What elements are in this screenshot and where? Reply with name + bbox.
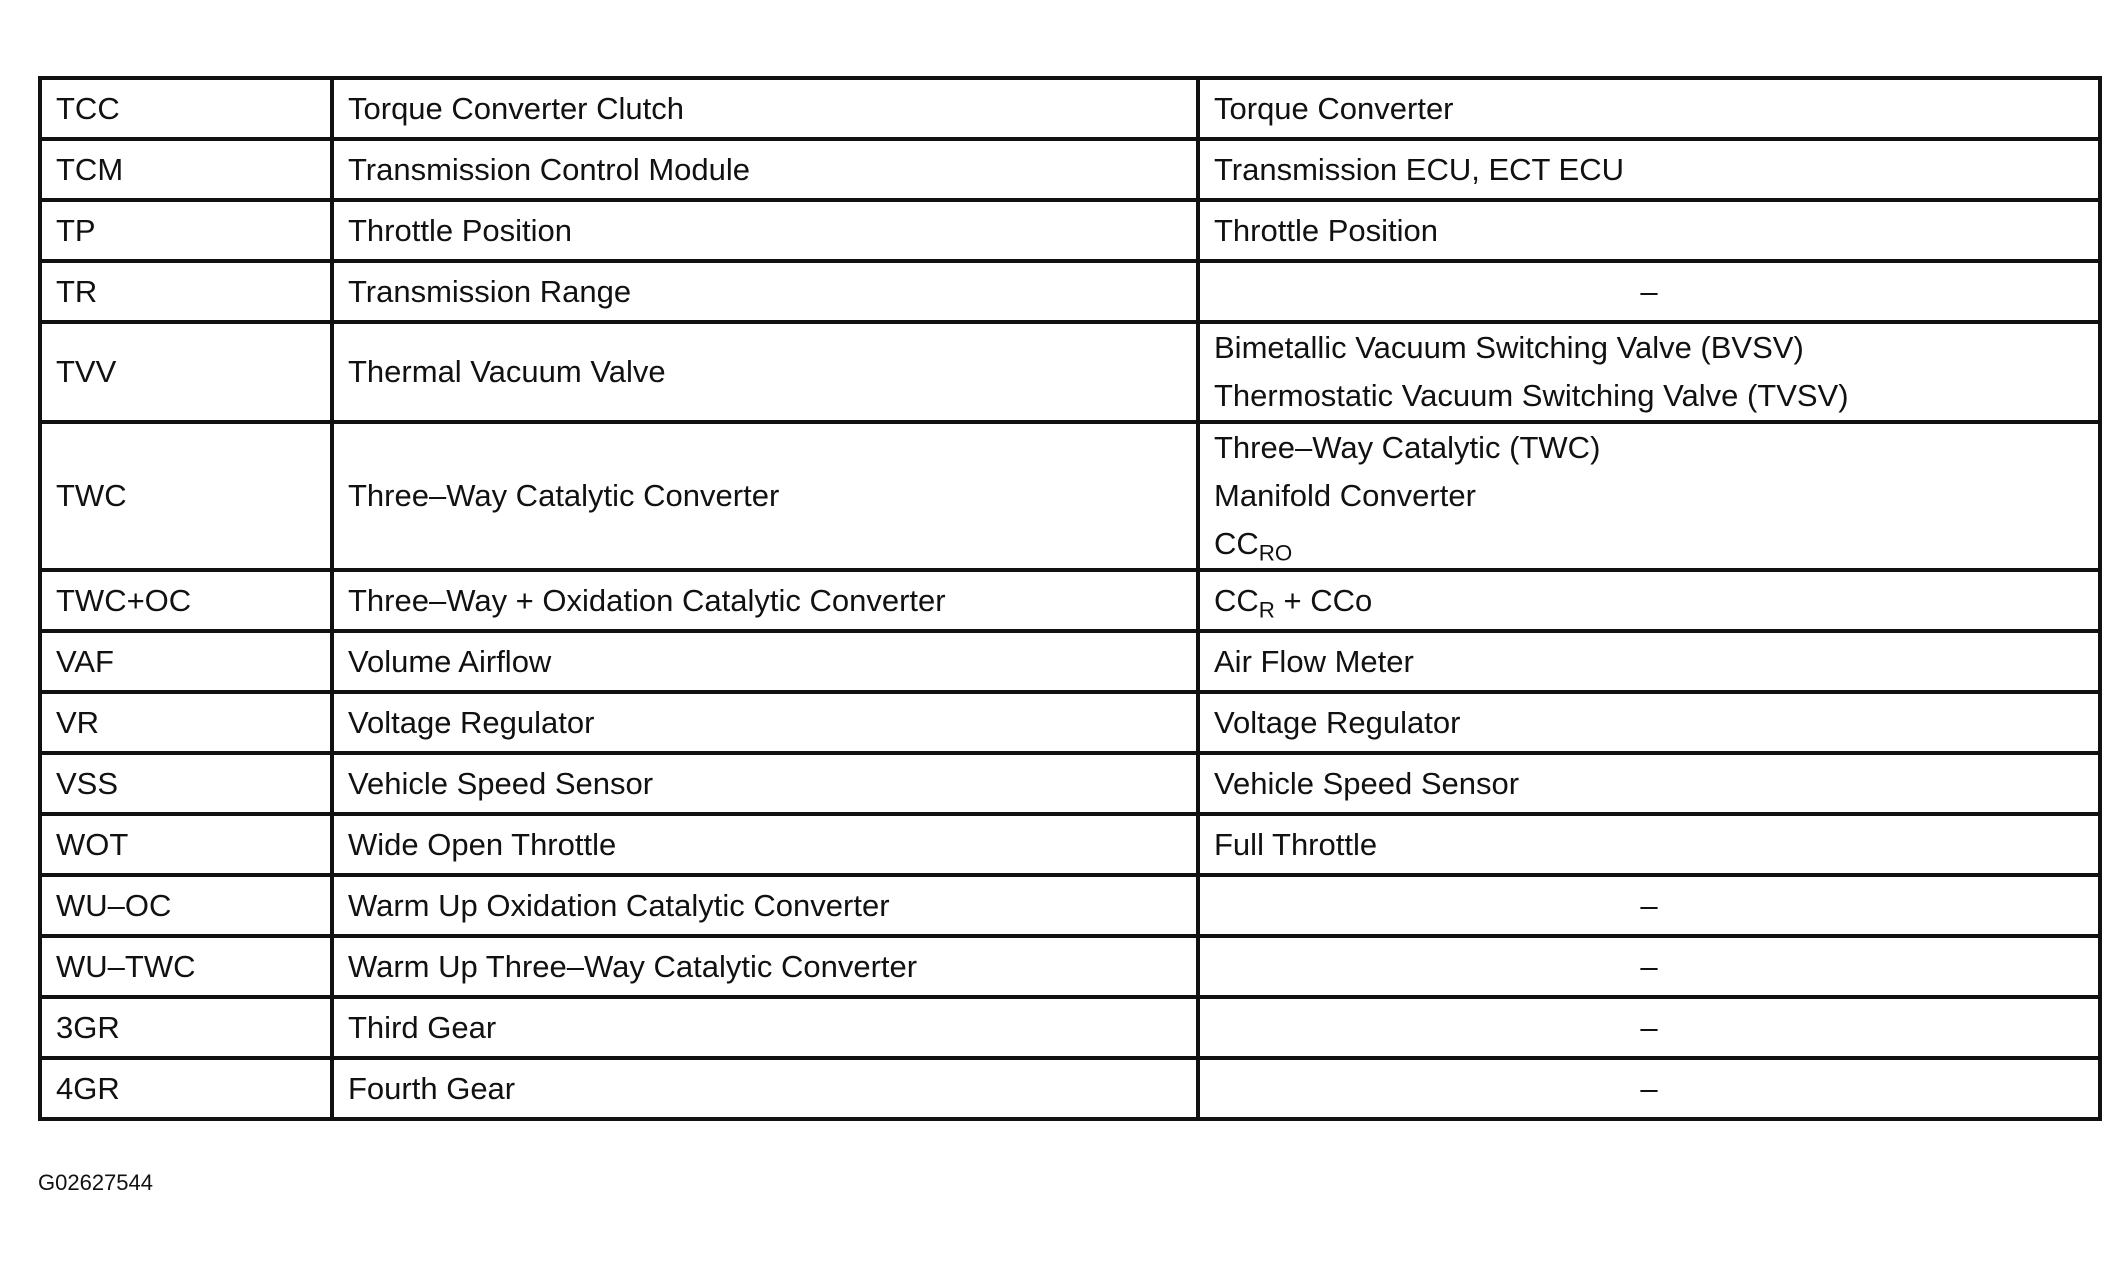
table-row xyxy=(40,261,2100,322)
table-row xyxy=(40,936,2100,997)
other-term-line xyxy=(1214,424,2084,472)
table-row xyxy=(40,631,2100,692)
other-term-text: Transmission ECU, ECT ECU xyxy=(1214,151,1624,187)
term-cell: Voltage Regulator xyxy=(332,692,1198,753)
other-term-line xyxy=(1214,324,2084,372)
abbreviation-cell: WU–TWC xyxy=(40,936,332,997)
other-term-subscript: RO xyxy=(1258,540,1293,566)
other-term-line xyxy=(1214,760,2084,808)
other-term-line xyxy=(1214,472,2084,520)
other-term-line xyxy=(1214,577,2084,625)
term-cell: Transmission Control Module xyxy=(332,139,1198,200)
other-term-cell xyxy=(1198,814,2100,875)
other-term-line xyxy=(1214,699,2084,747)
other-term-cell xyxy=(1198,422,2100,570)
other-term-line xyxy=(1214,520,2084,568)
other-term-cell xyxy=(1198,139,2100,200)
other-term-text: Voltage Regulator xyxy=(1214,704,1461,740)
other-term-cell xyxy=(1198,692,2100,753)
table-row xyxy=(40,139,2100,200)
other-term-cell: – xyxy=(1198,997,2100,1058)
table-row xyxy=(40,692,2100,753)
other-term-text: CC xyxy=(1214,582,1259,618)
term-cell: Wide Open Throttle xyxy=(332,814,1198,875)
table-row xyxy=(40,78,2100,139)
term-cell: Vehicle Speed Sensor xyxy=(332,753,1198,814)
abbreviation-cell: WU–OC xyxy=(40,875,332,936)
other-term-text: Torque Converter xyxy=(1214,90,1454,126)
other-term-text: Air Flow Meter xyxy=(1214,643,1414,679)
other-term-cell: – xyxy=(1198,875,2100,936)
other-term-text: Full Throttle xyxy=(1214,826,1378,862)
other-term-line xyxy=(1214,146,2084,194)
other-term-line xyxy=(1214,821,2084,869)
term-cell: Third Gear xyxy=(332,997,1198,1058)
table-row xyxy=(40,200,2100,261)
abbreviation-cell: TR xyxy=(40,261,332,322)
abbreviation-cell: TCC xyxy=(40,78,332,139)
table-row xyxy=(40,422,2100,570)
other-term-cell xyxy=(1198,631,2100,692)
term-cell: Warm Up Oxidation Catalytic Converter xyxy=(332,875,1198,936)
other-term-line xyxy=(1214,85,2084,133)
figure-id: G02627544 xyxy=(38,1170,153,1195)
abbreviation-cell: VSS xyxy=(40,753,332,814)
other-term-subscript: R xyxy=(1258,597,1275,623)
other-term-text: Bimetallic Vacuum Switching Valve (BVSV) xyxy=(1214,330,1804,365)
abbreviation-cell: VR xyxy=(40,692,332,753)
other-term-cell xyxy=(1198,322,2100,422)
abbreviation-cell: TWC xyxy=(40,422,332,570)
abbreviation-cell: VAF xyxy=(40,631,332,692)
other-term-cell xyxy=(1198,78,2100,139)
other-term-cell xyxy=(1198,200,2100,261)
other-term-cell: – xyxy=(1198,1058,2100,1119)
table-row xyxy=(40,997,2100,1058)
term-cell: Warm Up Three–Way Catalytic Converter xyxy=(332,936,1198,997)
abbreviation-cell: TP xyxy=(40,200,332,261)
other-term-text: Vehicle Speed Sensor xyxy=(1214,765,1520,801)
term-cell: Three–Way + Oxidation Catalytic Converter xyxy=(332,570,1198,631)
term-cell: Thermal Vacuum Valve xyxy=(332,322,1198,422)
other-term-line xyxy=(1214,638,2084,686)
term-cell: Torque Converter Clutch xyxy=(332,78,1198,139)
other-term-text: CC xyxy=(1214,526,1259,561)
table-row xyxy=(40,753,2100,814)
term-cell: Transmission Range xyxy=(332,261,1198,322)
abbreviation-table-body xyxy=(40,78,2100,1119)
other-term-text: Thermostatic Vacuum Switching Valve (TVSV) xyxy=(1214,378,1849,413)
other-term-cell xyxy=(1198,753,2100,814)
abbreviation-cell: 4GR xyxy=(40,1058,332,1119)
abbreviation-cell: TWC+OC xyxy=(40,570,332,631)
other-term-line xyxy=(1214,372,2084,420)
table-row xyxy=(40,322,2100,422)
table-row xyxy=(40,1058,2100,1119)
abbreviation-cell: WOT xyxy=(40,814,332,875)
abbreviation-cell: 3GR xyxy=(40,997,332,1058)
abbreviation-table xyxy=(38,76,2102,1121)
other-term-text: Manifold Converter xyxy=(1214,478,1476,513)
term-cell: Volume Airflow xyxy=(332,631,1198,692)
table-row xyxy=(40,875,2100,936)
other-term-cell: – xyxy=(1198,936,2100,997)
term-cell: Fourth Gear xyxy=(332,1058,1198,1119)
other-term-line xyxy=(1214,207,2084,255)
other-term-text: Three–Way Catalytic (TWC) xyxy=(1214,430,1601,465)
table-row xyxy=(40,570,2100,631)
abbreviation-cell: TCM xyxy=(40,139,332,200)
other-term-text: + CCo xyxy=(1274,582,1373,618)
table-row xyxy=(40,814,2100,875)
other-term-cell xyxy=(1198,570,2100,631)
other-term-text: Throttle Position xyxy=(1214,212,1438,248)
term-cell: Throttle Position xyxy=(332,200,1198,261)
abbreviation-cell: TVV xyxy=(40,322,332,422)
other-term-cell: – xyxy=(1198,261,2100,322)
term-cell: Three–Way Catalytic Converter xyxy=(332,422,1198,570)
